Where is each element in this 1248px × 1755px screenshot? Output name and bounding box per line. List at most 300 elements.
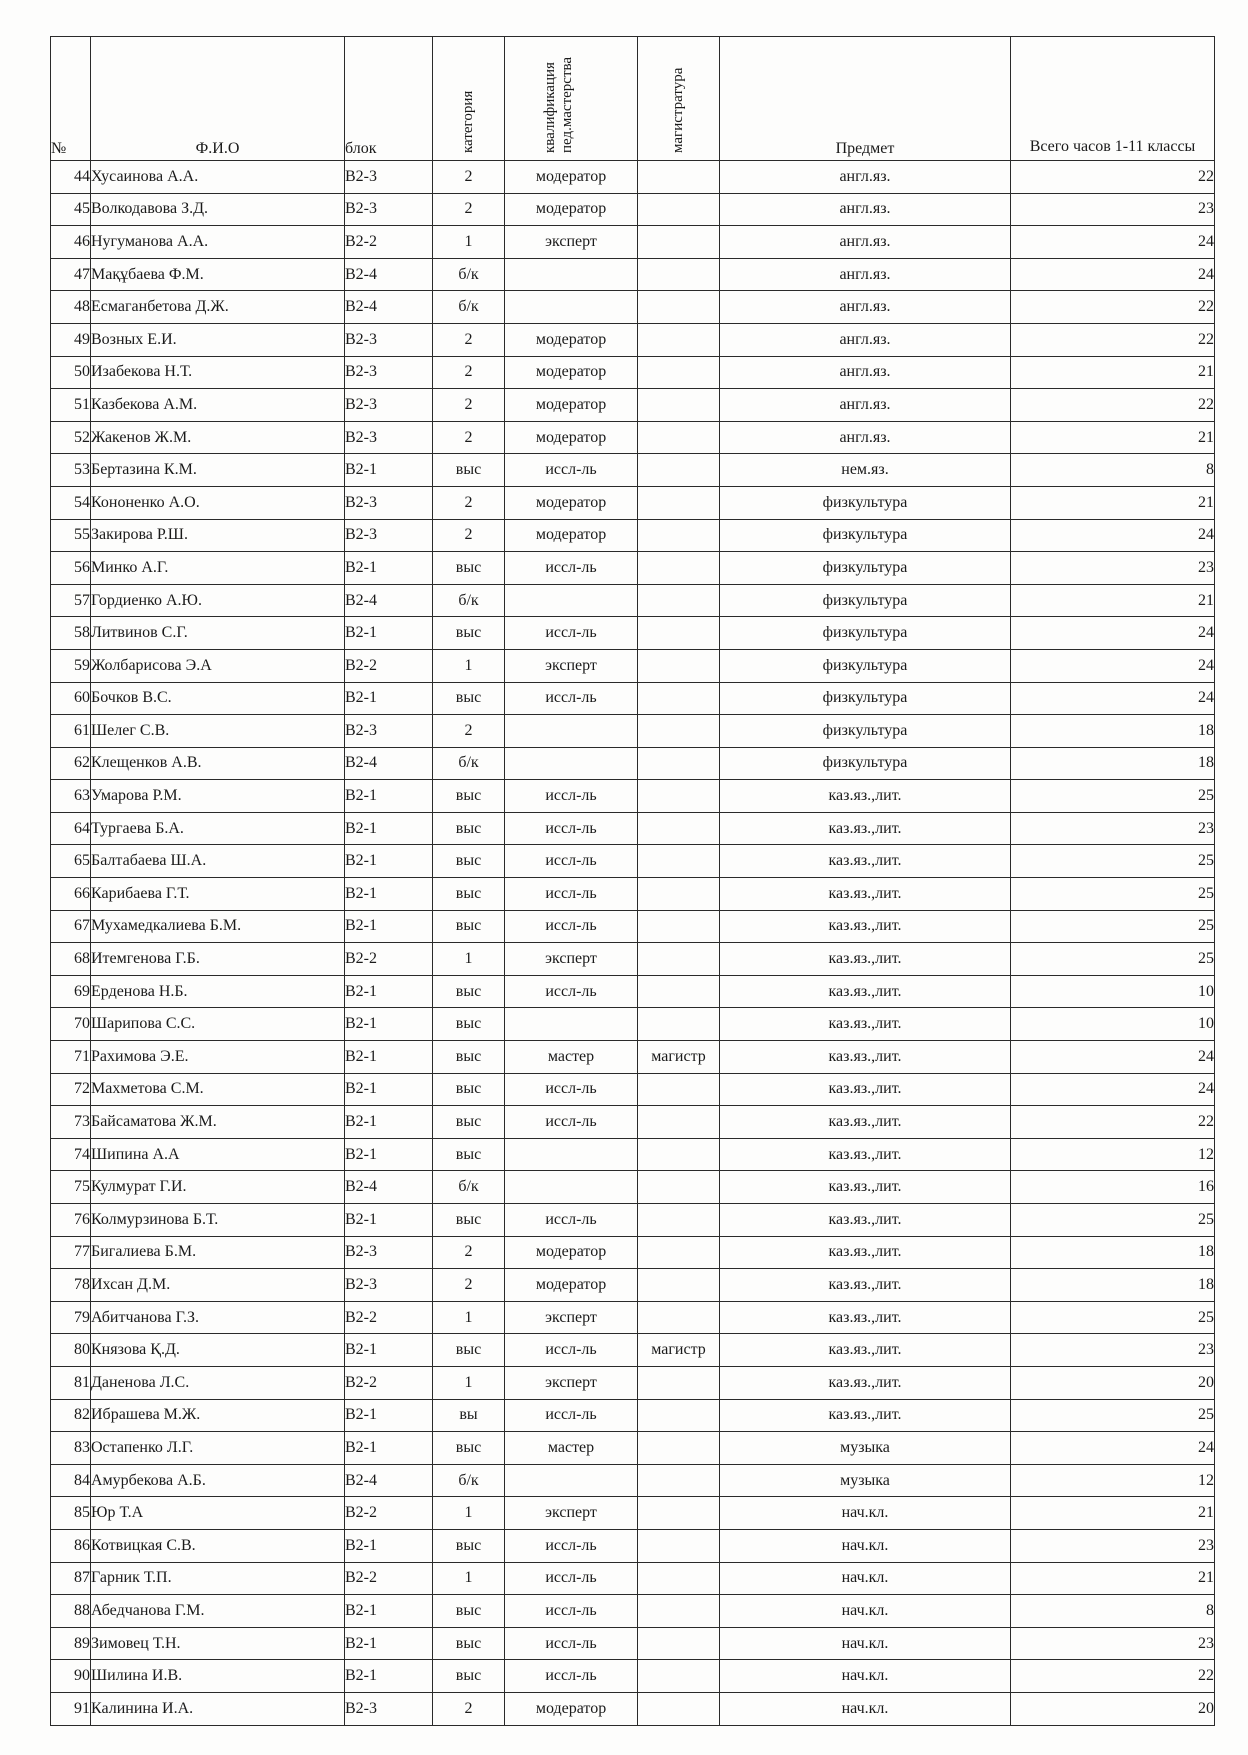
row-qualification: иссл-ль — [505, 975, 638, 1008]
table-row — [51, 1073, 1215, 1106]
row-subject: англ.яз. — [720, 323, 1011, 356]
row-hours: 25 — [1011, 943, 1215, 976]
header-magistratura: магистратура — [638, 37, 720, 161]
row-subject: нач.кл. — [720, 1529, 1011, 1562]
row-blok: В2-1 — [345, 454, 433, 487]
row-category: выс — [433, 1334, 505, 1367]
row-name: Возных Е.И. — [91, 323, 345, 356]
row-qualification: модератор — [505, 519, 638, 552]
row-magistratura — [638, 715, 720, 748]
row-blok: В2-2 — [345, 649, 433, 682]
row-num: 54 — [51, 486, 91, 519]
row-magistratura — [638, 1236, 720, 1269]
row-magistratura — [638, 845, 720, 878]
row-category: б/к — [433, 1171, 505, 1204]
table-row — [51, 780, 1215, 813]
row-blok: В2-1 — [345, 1041, 433, 1074]
row-category: выс — [433, 812, 505, 845]
row-category: 2 — [433, 486, 505, 519]
row-num: 82 — [51, 1399, 91, 1432]
row-qualification: иссл-ль — [505, 1073, 638, 1106]
row-magistratura — [638, 1138, 720, 1171]
row-hours: 24 — [1011, 649, 1215, 682]
table-row — [51, 291, 1215, 324]
row-num: 58 — [51, 617, 91, 650]
row-category: 1 — [433, 943, 505, 976]
row-category: б/к — [433, 747, 505, 780]
row-category: выс — [433, 1073, 505, 1106]
row-hours: 24 — [1011, 617, 1215, 650]
table-row — [51, 226, 1215, 259]
row-name: Гордиенко А.Ю. — [91, 584, 345, 617]
row-qualification: иссл-ль — [505, 617, 638, 650]
row-num: 44 — [51, 161, 91, 194]
row-num: 85 — [51, 1497, 91, 1530]
row-num: 49 — [51, 323, 91, 356]
row-name: Бигалиева Б.М. — [91, 1236, 345, 1269]
row-subject: каз.яз.,лит. — [720, 1008, 1011, 1041]
row-blok: В2-1 — [345, 910, 433, 943]
row-blok: В2-4 — [345, 747, 433, 780]
row-subject: физкультура — [720, 584, 1011, 617]
row-subject: физкультура — [720, 552, 1011, 585]
row-qualification: модератор — [505, 323, 638, 356]
row-subject: нач.кл. — [720, 1595, 1011, 1628]
row-num: 55 — [51, 519, 91, 552]
table-row — [51, 161, 1215, 194]
row-hours: 21 — [1011, 421, 1215, 454]
row-magistratura — [638, 1204, 720, 1237]
row-num: 63 — [51, 780, 91, 813]
row-category: выс — [433, 910, 505, 943]
row-name: Шилина И.В. — [91, 1660, 345, 1693]
row-blok: В2-3 — [345, 421, 433, 454]
row-num: 81 — [51, 1366, 91, 1399]
row-name: Нугуманова А.А. — [91, 226, 345, 259]
row-name: Рахимова Э.Е. — [91, 1041, 345, 1074]
row-category: выс — [433, 1106, 505, 1139]
table-row — [51, 812, 1215, 845]
row-category: выс — [433, 552, 505, 585]
header-subject: Предмет — [720, 37, 1011, 161]
row-name: Шипина А.А — [91, 1138, 345, 1171]
row-blok: В2-4 — [345, 1171, 433, 1204]
row-subject: каз.яз.,лит. — [720, 780, 1011, 813]
row-magistratura — [638, 161, 720, 194]
row-blok: В2-2 — [345, 1497, 433, 1530]
row-hours: 24 — [1011, 1041, 1215, 1074]
row-magistratura — [638, 1366, 720, 1399]
table-row — [51, 878, 1215, 911]
row-subject: каз.яз.,лит. — [720, 1301, 1011, 1334]
row-num: 72 — [51, 1073, 91, 1106]
table-row — [51, 258, 1215, 291]
row-category: выс — [433, 1204, 505, 1237]
row-qualification: эксперт — [505, 1301, 638, 1334]
row-hours: 10 — [1011, 1008, 1215, 1041]
row-name: Литвинов С.Г. — [91, 617, 345, 650]
row-name: Амурбекова А.Б. — [91, 1464, 345, 1497]
row-blok: В2-1 — [345, 552, 433, 585]
row-category: выс — [433, 1138, 505, 1171]
row-num: 70 — [51, 1008, 91, 1041]
table-row — [51, 682, 1215, 715]
row-name: Волкодавова З.Д. — [91, 193, 345, 226]
row-name: Зимовец Т.Н. — [91, 1627, 345, 1660]
row-name: Кулмурат Г.И. — [91, 1171, 345, 1204]
row-category: б/к — [433, 258, 505, 291]
row-blok: В2-1 — [345, 845, 433, 878]
table-row — [51, 519, 1215, 552]
table-row — [51, 1008, 1215, 1041]
row-qualification: эксперт — [505, 1366, 638, 1399]
row-blok: В2-3 — [345, 1692, 433, 1725]
row-magistratura — [638, 910, 720, 943]
row-magistratura — [638, 454, 720, 487]
row-num: 52 — [51, 421, 91, 454]
row-name: Колмурзинова Б.Т. — [91, 1204, 345, 1237]
row-subject: нач.кл. — [720, 1562, 1011, 1595]
row-hours: 8 — [1011, 454, 1215, 487]
row-magistratura — [638, 226, 720, 259]
row-category: 1 — [433, 1366, 505, 1399]
row-num: 84 — [51, 1464, 91, 1497]
row-subject: англ.яз. — [720, 421, 1011, 454]
table-row — [51, 845, 1215, 878]
row-hours: 25 — [1011, 1301, 1215, 1334]
row-magistratura — [638, 649, 720, 682]
row-name: Шарипова С.С. — [91, 1008, 345, 1041]
row-magistratura — [638, 1399, 720, 1432]
table-row — [51, 454, 1215, 487]
row-blok: В2-3 — [345, 519, 433, 552]
row-blok: В2-2 — [345, 1301, 433, 1334]
row-blok: В2-3 — [345, 715, 433, 748]
row-blok: В2-1 — [345, 1008, 433, 1041]
row-blok: В2-1 — [345, 1529, 433, 1562]
row-blok: В2-4 — [345, 584, 433, 617]
row-blok: В2-3 — [345, 323, 433, 356]
row-magistratura — [638, 1660, 720, 1693]
table-row — [51, 323, 1215, 356]
row-magistratura — [638, 1627, 720, 1660]
row-num: 56 — [51, 552, 91, 585]
row-name: Балтабаева Ш.А. — [91, 845, 345, 878]
row-category: вы — [433, 1399, 505, 1432]
row-num: 53 — [51, 454, 91, 487]
row-num: 65 — [51, 845, 91, 878]
row-magistratura — [638, 943, 720, 976]
row-magistratura — [638, 975, 720, 1008]
row-category: 2 — [433, 1692, 505, 1725]
row-magistratura — [638, 519, 720, 552]
row-num: 45 — [51, 193, 91, 226]
row-qualification: модератор — [505, 486, 638, 519]
row-blok: В2-3 — [345, 486, 433, 519]
row-num: 79 — [51, 1301, 91, 1334]
row-subject: англ.яз. — [720, 389, 1011, 422]
row-blok: В2-3 — [345, 1236, 433, 1269]
table-row — [51, 715, 1215, 748]
row-magistratura — [638, 584, 720, 617]
row-category: 2 — [433, 1236, 505, 1269]
row-num: 68 — [51, 943, 91, 976]
table-row — [51, 1464, 1215, 1497]
row-magistratura — [638, 780, 720, 813]
row-blok: В2-1 — [345, 1106, 433, 1139]
row-blok: В2-1 — [345, 1595, 433, 1628]
row-subject: каз.яз.,лит. — [720, 845, 1011, 878]
row-num: 46 — [51, 226, 91, 259]
row-name: Бочков В.С. — [91, 682, 345, 715]
row-hours: 22 — [1011, 161, 1215, 194]
row-name: Тургаева Б.А. — [91, 812, 345, 845]
row-hours: 25 — [1011, 780, 1215, 813]
row-qualification: иссл-ль — [505, 454, 638, 487]
row-name: Ибрашева М.Ж. — [91, 1399, 345, 1432]
row-num: 47 — [51, 258, 91, 291]
table-row — [51, 1627, 1215, 1660]
row-subject: физкультура — [720, 682, 1011, 715]
row-blok: В2-4 — [345, 258, 433, 291]
row-category: выс — [433, 780, 505, 813]
row-blok: В2-1 — [345, 1660, 433, 1693]
row-magistratura — [638, 878, 720, 911]
row-category: б/к — [433, 291, 505, 324]
row-num: 74 — [51, 1138, 91, 1171]
row-blok: В2-3 — [345, 193, 433, 226]
row-name: Кононенко А.О. — [91, 486, 345, 519]
row-category: выс — [433, 1432, 505, 1465]
row-magistratura — [638, 617, 720, 650]
row-qualification — [505, 715, 638, 748]
row-qualification: модератор — [505, 356, 638, 389]
header-category: категория — [433, 37, 505, 161]
row-blok: В2-1 — [345, 812, 433, 845]
row-qualification: иссл-ль — [505, 845, 638, 878]
row-hours: 25 — [1011, 1399, 1215, 1432]
row-category: 2 — [433, 323, 505, 356]
row-qualification: эксперт — [505, 226, 638, 259]
row-qualification: иссл-ль — [505, 1595, 638, 1628]
row-num: 60 — [51, 682, 91, 715]
row-blok: В2-1 — [345, 878, 433, 911]
row-hours: 23 — [1011, 193, 1215, 226]
table-row — [51, 1171, 1215, 1204]
table-row — [51, 1041, 1215, 1074]
row-category: 2 — [433, 421, 505, 454]
row-name: Закирова Р.Ш. — [91, 519, 345, 552]
row-subject: каз.яз.,лит. — [720, 1073, 1011, 1106]
row-blok: В2-4 — [345, 1464, 433, 1497]
row-subject: каз.яз.,лит. — [720, 1236, 1011, 1269]
row-subject: каз.яз.,лит. — [720, 1106, 1011, 1139]
row-hours: 24 — [1011, 1432, 1215, 1465]
table-row — [51, 486, 1215, 519]
row-magistratura — [638, 486, 720, 519]
row-hours: 23 — [1011, 1627, 1215, 1660]
row-hours: 23 — [1011, 1529, 1215, 1562]
row-name: Абедчанова Г.М. — [91, 1595, 345, 1628]
row-name: Казбекова А.М. — [91, 389, 345, 422]
row-num: 62 — [51, 747, 91, 780]
row-num: 76 — [51, 1204, 91, 1237]
row-magistratura — [638, 812, 720, 845]
row-name: Умарова Р.М. — [91, 780, 345, 813]
row-magistratura: магистр — [638, 1334, 720, 1367]
row-num: 50 — [51, 356, 91, 389]
row-blok: В2-1 — [345, 1204, 433, 1237]
table-row — [51, 1692, 1215, 1725]
row-category: 1 — [433, 1562, 505, 1595]
row-category: б/к — [433, 584, 505, 617]
row-subject: каз.яз.,лит. — [720, 1138, 1011, 1171]
row-qualification: модератор — [505, 1236, 638, 1269]
row-num: 89 — [51, 1627, 91, 1660]
row-blok: В2-2 — [345, 1562, 433, 1595]
row-hours: 8 — [1011, 1595, 1215, 1628]
row-category: 2 — [433, 715, 505, 748]
row-subject: музыка — [720, 1464, 1011, 1497]
row-name: Котвицкая С.В. — [91, 1529, 345, 1562]
row-blok: В2-3 — [345, 356, 433, 389]
row-num: 71 — [51, 1041, 91, 1074]
row-hours: 21 — [1011, 1497, 1215, 1530]
row-qualification: иссл-ль — [505, 780, 638, 813]
row-name: Абитчанова Г.З. — [91, 1301, 345, 1334]
row-hours: 21 — [1011, 1562, 1215, 1595]
row-blok: В2-2 — [345, 226, 433, 259]
table-row — [51, 421, 1215, 454]
row-subject: физкультура — [720, 715, 1011, 748]
row-subject: каз.яз.,лит. — [720, 1171, 1011, 1204]
row-num: 51 — [51, 389, 91, 422]
header-blok: блок — [345, 37, 433, 161]
row-qualification: иссл-ль — [505, 1660, 638, 1693]
row-category: б/к — [433, 1464, 505, 1497]
row-category: 1 — [433, 649, 505, 682]
row-hours: 12 — [1011, 1464, 1215, 1497]
row-num: 80 — [51, 1334, 91, 1367]
row-qualification: модератор — [505, 421, 638, 454]
table-row — [51, 584, 1215, 617]
row-name: Гарник Т.П. — [91, 1562, 345, 1595]
row-category: 2 — [433, 161, 505, 194]
row-hours: 18 — [1011, 1269, 1215, 1302]
row-name: Байсаматова Ж.М. — [91, 1106, 345, 1139]
row-name: Ерденова Н.Б. — [91, 975, 345, 1008]
row-qualification: иссл-ль — [505, 1627, 638, 1660]
row-num: 87 — [51, 1562, 91, 1595]
row-hours: 18 — [1011, 715, 1215, 748]
row-name: Жакенов Ж.М. — [91, 421, 345, 454]
row-hours: 22 — [1011, 1106, 1215, 1139]
table-row — [51, 747, 1215, 780]
row-hours: 22 — [1011, 389, 1215, 422]
table-body — [51, 161, 1215, 1726]
row-blok: В2-1 — [345, 1138, 433, 1171]
row-category: 1 — [433, 1301, 505, 1334]
row-category: 2 — [433, 1269, 505, 1302]
row-magistratura — [638, 1562, 720, 1595]
row-category: выс — [433, 1627, 505, 1660]
row-magistratura — [638, 323, 720, 356]
row-blok: В2-1 — [345, 1073, 433, 1106]
row-hours: 25 — [1011, 878, 1215, 911]
row-name: Юр Т.А — [91, 1497, 345, 1530]
row-subject: каз.яз.,лит. — [720, 1399, 1011, 1432]
row-hours: 23 — [1011, 552, 1215, 585]
row-hours: 25 — [1011, 1204, 1215, 1237]
table-row — [51, 1204, 1215, 1237]
row-num: 61 — [51, 715, 91, 748]
row-blok: В2-2 — [345, 1366, 433, 1399]
row-category: выс — [433, 878, 505, 911]
row-name: Остапенко Л.Г. — [91, 1432, 345, 1465]
row-subject: англ.яз. — [720, 291, 1011, 324]
row-magistratura — [638, 1497, 720, 1530]
row-magistratura — [638, 1529, 720, 1562]
row-hours: 23 — [1011, 1334, 1215, 1367]
table-row — [51, 1497, 1215, 1530]
row-hours: 23 — [1011, 812, 1215, 845]
row-blok: В2-1 — [345, 1334, 433, 1367]
table-row — [51, 1269, 1215, 1302]
row-qualification: иссл-ль — [505, 1399, 638, 1432]
row-qualification: модератор — [505, 1269, 638, 1302]
row-blok: В2-1 — [345, 617, 433, 650]
row-qualification — [505, 1464, 638, 1497]
table-row — [51, 1106, 1215, 1139]
row-subject: физкультура — [720, 649, 1011, 682]
row-qualification — [505, 584, 638, 617]
row-hours: 18 — [1011, 1236, 1215, 1269]
table-row — [51, 975, 1215, 1008]
row-name: Карибаева Г.Т. — [91, 878, 345, 911]
row-subject: нем.яз. — [720, 454, 1011, 487]
row-name: Итемгенова Г.Б. — [91, 943, 345, 976]
row-magistratura — [638, 1301, 720, 1334]
row-magistratura — [638, 682, 720, 715]
row-name: Махметова С.М. — [91, 1073, 345, 1106]
row-blok: В2-2 — [345, 943, 433, 976]
row-subject: англ.яз. — [720, 258, 1011, 291]
row-hours: 24 — [1011, 519, 1215, 552]
row-hours: 24 — [1011, 1073, 1215, 1106]
row-category: выс — [433, 1660, 505, 1693]
row-magistratura — [638, 258, 720, 291]
row-blok: В2-4 — [345, 291, 433, 324]
row-num: 75 — [51, 1171, 91, 1204]
row-hours: 20 — [1011, 1366, 1215, 1399]
row-qualification: иссл-ль — [505, 1204, 638, 1237]
row-num: 86 — [51, 1529, 91, 1562]
row-subject: физкультура — [720, 747, 1011, 780]
row-name: Мақұбаева Ф.М. — [91, 258, 345, 291]
row-category: 2 — [433, 193, 505, 226]
row-qualification: иссл-ль — [505, 1562, 638, 1595]
row-category: выс — [433, 1041, 505, 1074]
row-magistratura: магистр — [638, 1041, 720, 1074]
row-blok: В2-1 — [345, 1399, 433, 1432]
table-row — [51, 910, 1215, 943]
row-subject: каз.яз.,лит. — [720, 975, 1011, 1008]
row-qualification — [505, 1138, 638, 1171]
row-blok: В2-1 — [345, 1432, 433, 1465]
row-subject: физкультура — [720, 486, 1011, 519]
row-qualification: мастер — [505, 1432, 638, 1465]
row-subject: каз.яз.,лит. — [720, 1366, 1011, 1399]
